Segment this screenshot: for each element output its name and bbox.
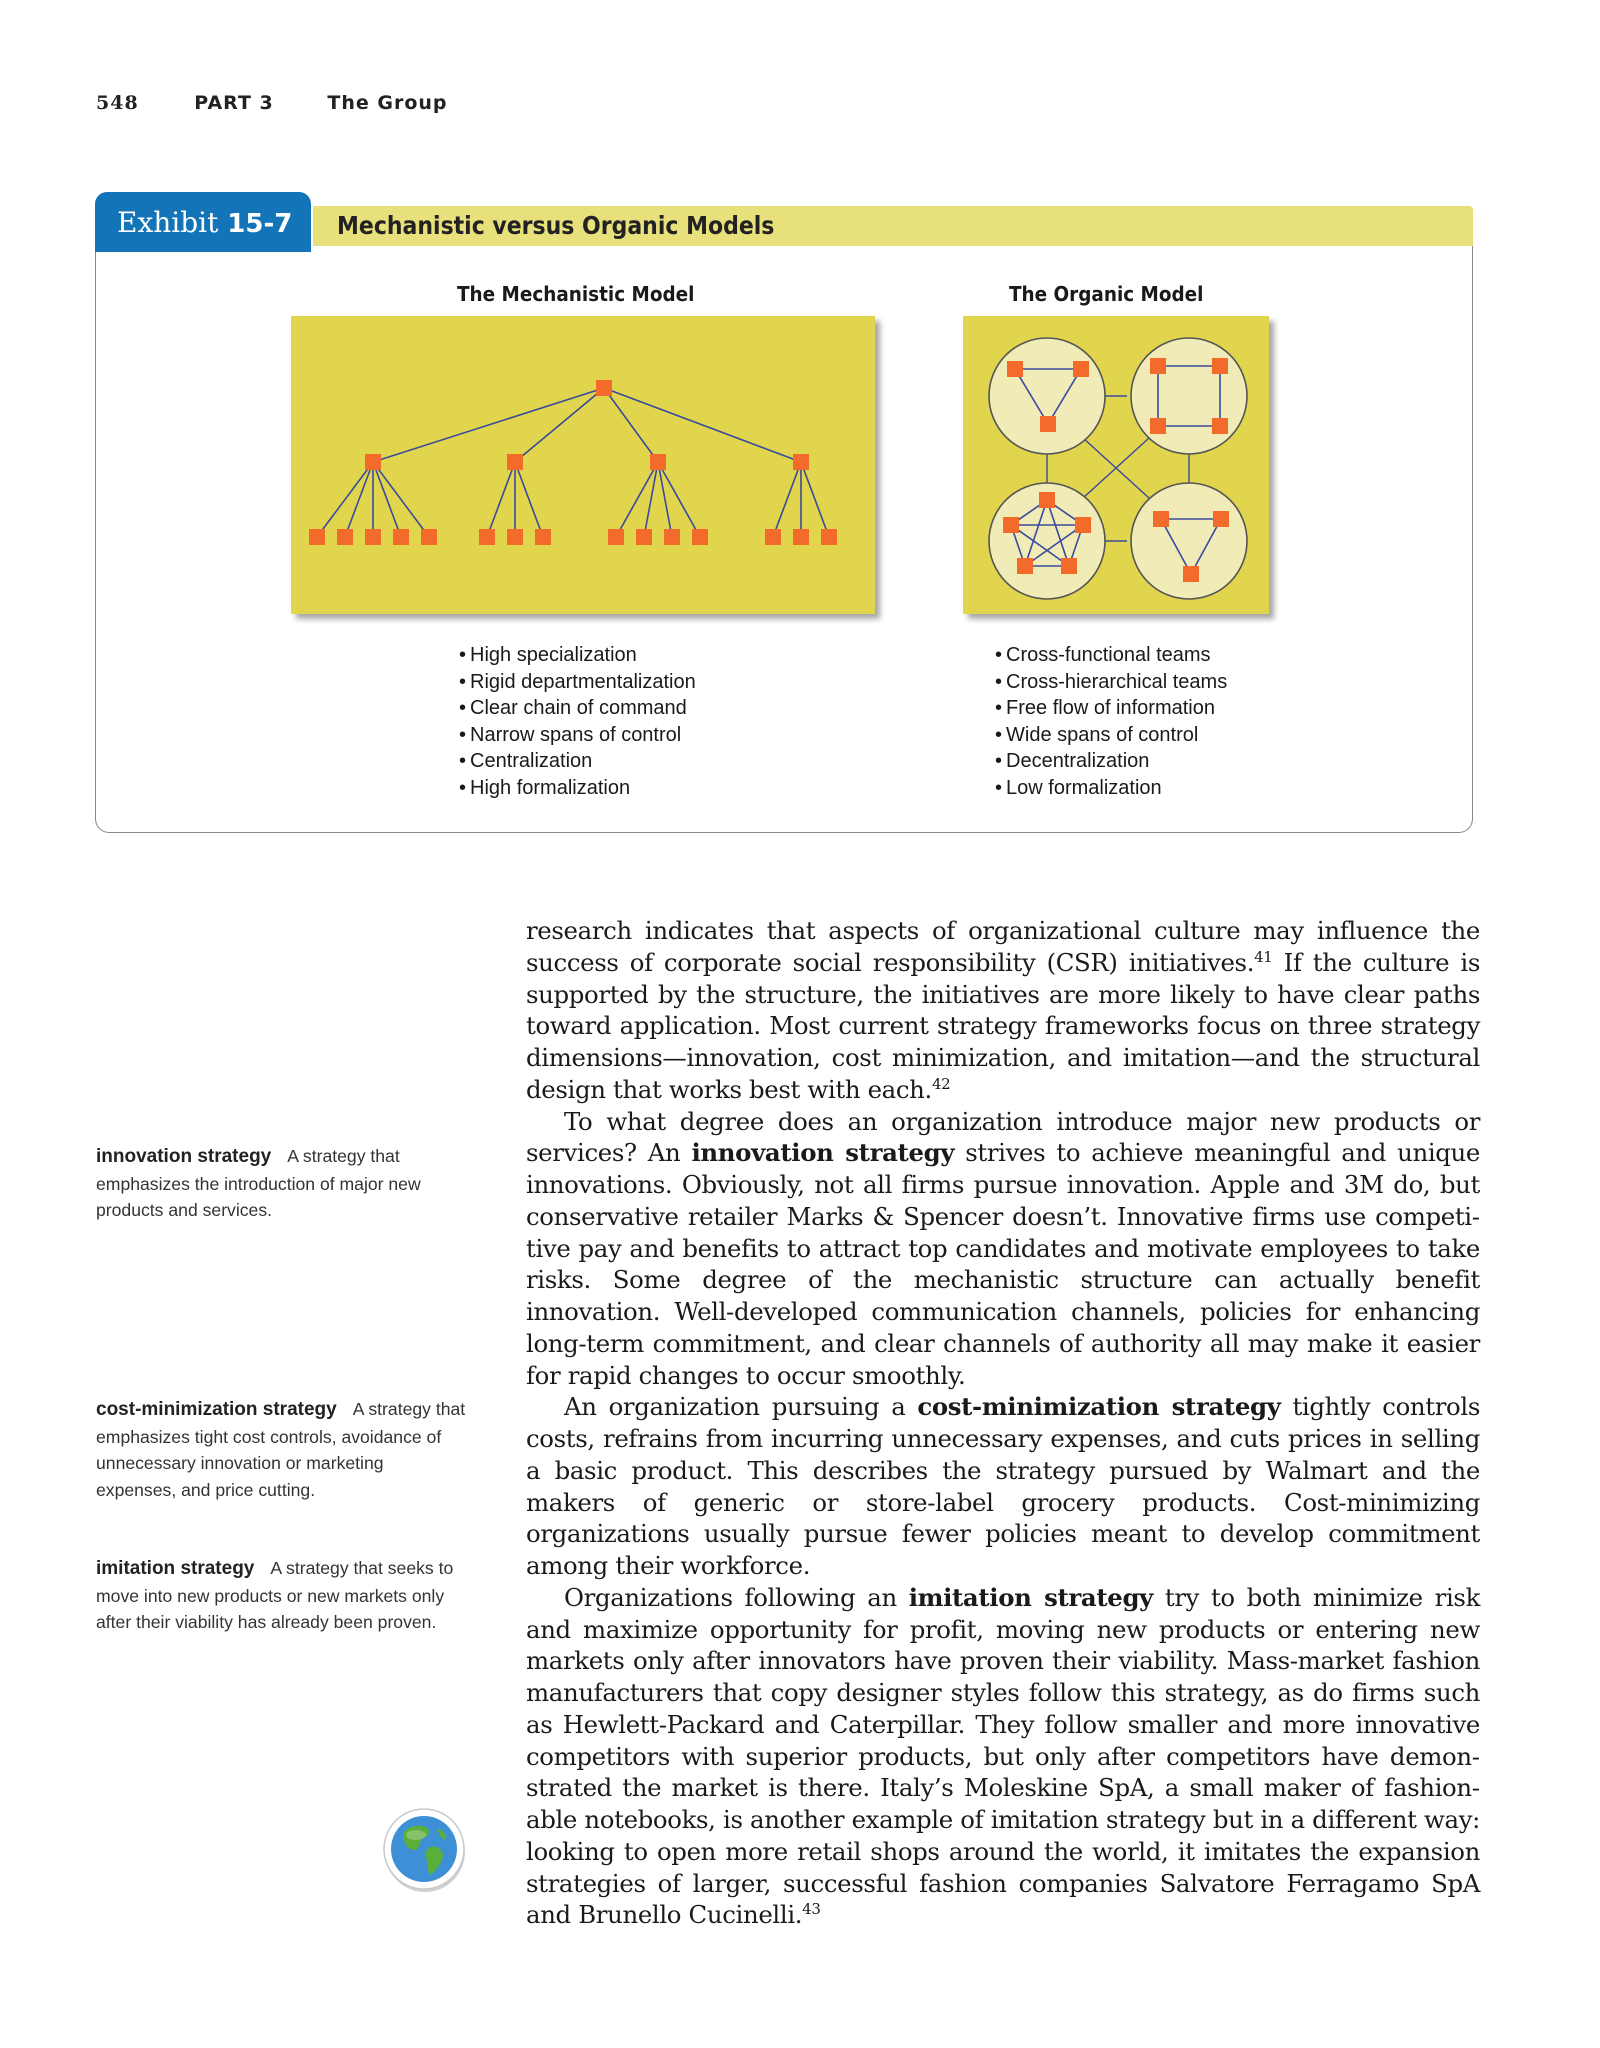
footnote-ref[interactable]: 43 [802, 1900, 821, 1919]
employee-node [608, 529, 624, 545]
bullet-item: • High formalization [459, 775, 696, 802]
section-title: The Group [327, 92, 448, 114]
organic-diagram [963, 316, 1279, 626]
employee-node [664, 529, 680, 545]
exhibit-label-number: 15-7 [227, 209, 293, 239]
employee-node [365, 529, 381, 545]
employee-node [507, 529, 523, 545]
team-member-node [1183, 566, 1199, 582]
key-term: innovation strategy [691, 1138, 955, 1168]
text-run: research indicates that aspects of organizational culture may influence the success of corporate social responsibility (CSR) initiatives. [526, 916, 1480, 977]
bullet-item: • Cross-functional teams [995, 642, 1227, 669]
bullet-item: • Low formalization [995, 775, 1227, 802]
glossary-definition: A strategy that emphasizes the introduction of major new products and services. [96, 1146, 421, 1221]
employee-node [692, 529, 708, 545]
mechanistic-diagram [291, 316, 885, 626]
employee-node [765, 529, 781, 545]
mechanistic-bullets [459, 642, 696, 802]
running-head [96, 92, 448, 114]
top-manager-node [596, 380, 612, 396]
mechanistic-model-title: The Mechanistic Model [457, 282, 695, 306]
team-member-node [1017, 558, 1033, 574]
middle-manager-node [365, 454, 381, 470]
glossary-term: imitation strategy [96, 1558, 255, 1579]
paragraph [526, 1391, 1480, 1582]
employee-node [393, 529, 409, 545]
key-term: imitation strategy [908, 1582, 1153, 1612]
text-run: Organizations following an [564, 1582, 909, 1612]
exhibit-label [95, 192, 311, 252]
bullet-item: • Centralization [459, 748, 696, 775]
middle-manager-node [793, 454, 809, 470]
employee-node [821, 529, 837, 545]
employee-node [636, 529, 652, 545]
team-member-node [1150, 358, 1166, 374]
glossary-definition: A strategy that seeks to move into new products or new markets only after their viability has already been proven. [96, 1558, 454, 1633]
glossary-term: innovation strategy [96, 1146, 272, 1167]
bullet-item: • Clear chain of command [459, 695, 696, 722]
bullet-item: • Cross-hierarchical teams [995, 669, 1227, 696]
footnote-ref[interactable]: 42 [931, 1074, 951, 1093]
employee-node [793, 529, 809, 545]
team-circle [1131, 338, 1247, 454]
employee-node [337, 529, 353, 545]
organic-model-title: The Organic Model [1009, 282, 1204, 306]
text-run: To what degree does an organization introduce major new products or services? An [526, 1106, 1480, 1168]
page-number: 548 [96, 92, 139, 114]
paragraph [526, 1106, 1480, 1392]
team-member-node [1040, 416, 1056, 432]
team-member-node [1003, 517, 1019, 533]
team-member-node [1153, 511, 1169, 527]
paragraph [526, 1582, 1480, 1931]
part-label: PART 3 [194, 92, 274, 114]
glossary-term: cost-minimization strategy [96, 1399, 337, 1420]
text-run: tightly controls costs, refrains from incurring unnecessary expenses, and cuts prices in selling a basic product. This describes the strategy pursued by Walmart and the makers of generic or store-label grocery products. Cost-minimizing organizations usually pursue fewer policies meant to develop commitment among their workforce. [526, 1392, 1480, 1580]
margin-note-innovation [96, 1143, 468, 1224]
paragraph [526, 915, 1480, 1106]
footnote-ref[interactable]: 41 [1254, 947, 1273, 966]
employee-node [479, 529, 495, 545]
team-member-node [1075, 517, 1091, 533]
employee-node [535, 529, 551, 545]
margin-note-imitation [96, 1555, 468, 1636]
key-term: cost-minimization strategy [917, 1392, 1281, 1422]
team-circle [989, 338, 1105, 454]
team-member-node [1061, 558, 1077, 574]
team-member-node [1212, 358, 1228, 374]
exhibit-title: Mechanistic versus Organic Models [337, 211, 775, 240]
employee-node [421, 529, 437, 545]
team-member-node [1007, 361, 1023, 377]
bullet-item: • Wide spans of control [995, 722, 1227, 749]
organic-bullets [995, 642, 1227, 802]
bullet-item: • High specialization [459, 642, 696, 669]
margin-note-cost-minimization [96, 1396, 468, 1503]
bullet-item: • Rigid departmentalization [459, 669, 696, 696]
team-member-node [1039, 492, 1055, 508]
globe-icon[interactable] [380, 1805, 470, 1895]
team-member-node [1150, 418, 1166, 434]
team-member-node [1212, 418, 1228, 434]
team-member-node [1213, 511, 1229, 527]
bullet-item: • Decentralization [995, 748, 1227, 775]
middle-manager-node [650, 454, 666, 470]
exhibit-label-prefix: Exhibit [117, 206, 219, 239]
text-run: strives to achieve meaningful and unique innovations. Obviously, not all firms pursue innovation. Apple and 3M do, but conservative retailer Marks & Spencer doesn’t. Innovative firms use competitive pay and benefits to attract top candidates and motivate employees to take risks. Some degree of the mechanistic structure can actually benefit innovation. Well-developed communication channels, policies for enhancing long-term commitment, and clear channels of authority all may make it easier for rapid changes to occur smoothly. [526, 1138, 1480, 1390]
middle-manager-node [507, 454, 523, 470]
team-member-node [1073, 361, 1089, 377]
bullet-item: • Narrow spans of control [459, 722, 696, 749]
text-run: If the culture is supported by the structure, the initiatives are more likely to have clear paths toward application. Most current strategy frameworks focus on three strategy dimensions—innovation, cost minimization, and imitation—and the structural design that works best with each. [526, 947, 1480, 1104]
bullet-item: • Free flow of information [995, 695, 1227, 722]
glossary-definition: A strategy that emphasizes tight cost controls, avoidance of unnecessary innovation or marketing expenses, and price cutting. [96, 1399, 466, 1500]
employee-node [309, 529, 325, 545]
text-run: try to both minimize risk and maximize opportunity for profit, moving new products or entering new markets only after innovators have proven their viability. Mass-market fashion manufacturers that copy designer styles follow this strategy, as do firms such as Hewlett-Packard and Caterpillar. They follow smaller and more innovative competitors with superior products, but only after competitors have demonstrated the market is there. Italy’s Moleskine SpA, a small maker of fashionable notebooks, is another example of imitation strategy but in a different way: looking to open more retail shops around the world, it imitates the expansion strategies of larger, successful fashion companies Salvatore Ferragamo SpA and Brunello Cucinelli. [526, 1582, 1480, 1930]
text-run: An organization pursuing a [564, 1392, 918, 1422]
exhibit-15-7 [95, 192, 1473, 834]
body-text [526, 915, 1480, 1931]
